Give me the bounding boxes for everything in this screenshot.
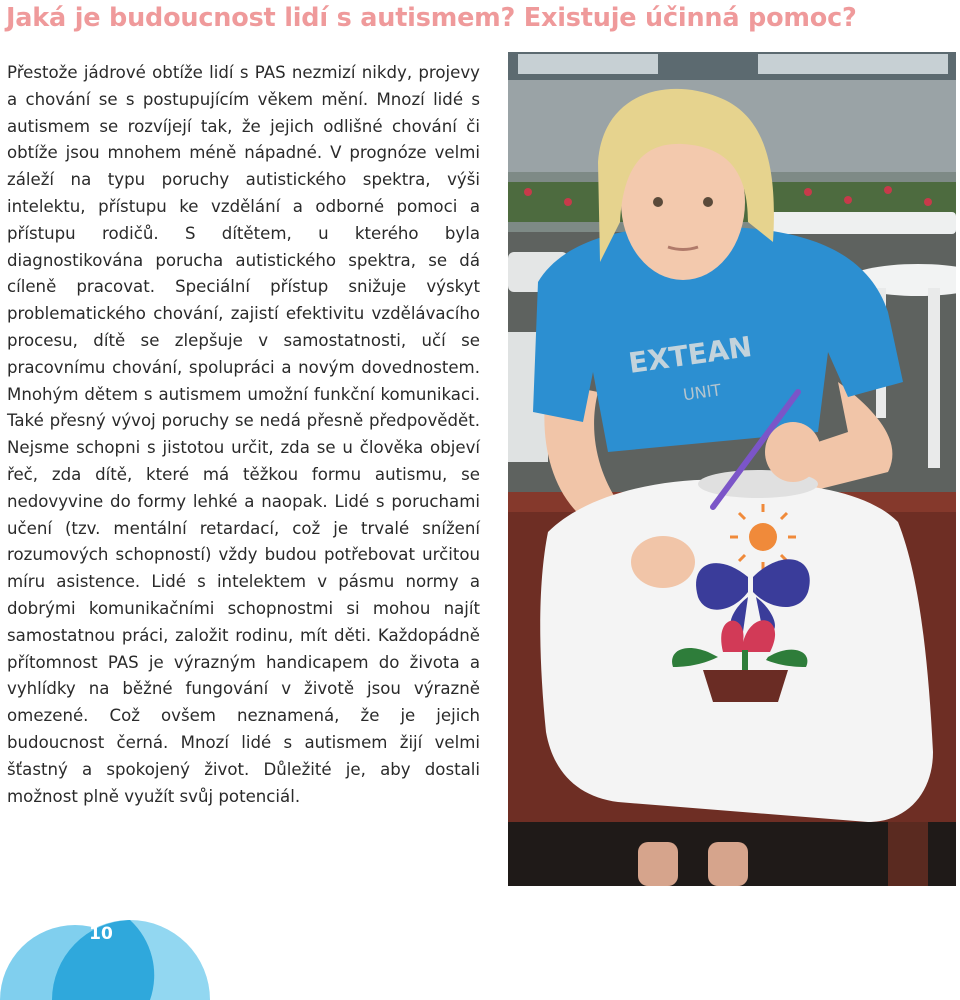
body-paragraph: Přestože jádrové obtíže lidí s PAS nezmizí nikdy, projevy a chování se s postupujícím věkem mění. Mnozí lidé s autismem se rozvíjejí tak, že jejich odlišné chování či obtíže jsou mnohem méně nápadné. V prognóze velmi záleží na typu poruchy autistického spektra, výši intelektu, přístupu ke vzdělání a odborné pomoci a přístupu rodičů. S dítětem, u kterého byla diagnostikována porucha autistického spektra, se dá cíleně pracovat. Speciální přístup snižuje výskyt problematického chování, zajistí efektivitu vzdělávacího procesu, dítě se zlepšuje v samostatnosti, učí se pracovnímu chování, spolupráci a novým dovednostem. Mnohým dětem s autismem umožní funkční komunikaci. Také přesný vývoj poruchy se nedá přesně předpovědět. Nejsme schopni s jistotou určit, zda se u člověka objeví řeč, zda dítě, které má těžkou formu autismu, se nedovyvine do formy lehké a naopak. Lidé s poruchami učení (tzv. mentální retardací, což je trvalé snížení rozumových schopností) vždy budou potřebovat určitou míru asistence. Lidé s intelektem v pásmu normy a dobrými komunikačními schopnostmi si mohou najít samostatnou práci, založit rodinu, mít děti. Každopádně přítomnost PAS je výrazným handicapem do života a vyhlídky na běžné fungování v životě jsou výrazně omezené. Což ovšem neznamená, že je jejich budoucnost černá. Mnozí lidé s autismem žijí velmi šťastný a spokojený život. Důležité je, aby dostali možnost plně využít svůj potenciál.	[7, 63, 480, 806]
page-number: 10	[89, 924, 113, 944]
page-number-circles	[0, 900, 220, 1000]
photo-child-painting-tshirt	[508, 52, 956, 886]
window-right	[758, 54, 948, 74]
shirt-print-text-2: UNIT	[681, 380, 723, 405]
foot-left	[638, 842, 678, 886]
painted-pot	[703, 670, 788, 702]
right-hand	[765, 422, 821, 482]
bench	[768, 212, 956, 234]
left-hand	[631, 536, 695, 588]
shirt-print-text: EXTEAN	[626, 330, 754, 380]
foot-right	[708, 842, 748, 886]
page-title: Jaká je budoucnost lidí s autismem? Existuje účinná pomoc?	[6, 3, 857, 33]
window-left	[518, 54, 658, 74]
